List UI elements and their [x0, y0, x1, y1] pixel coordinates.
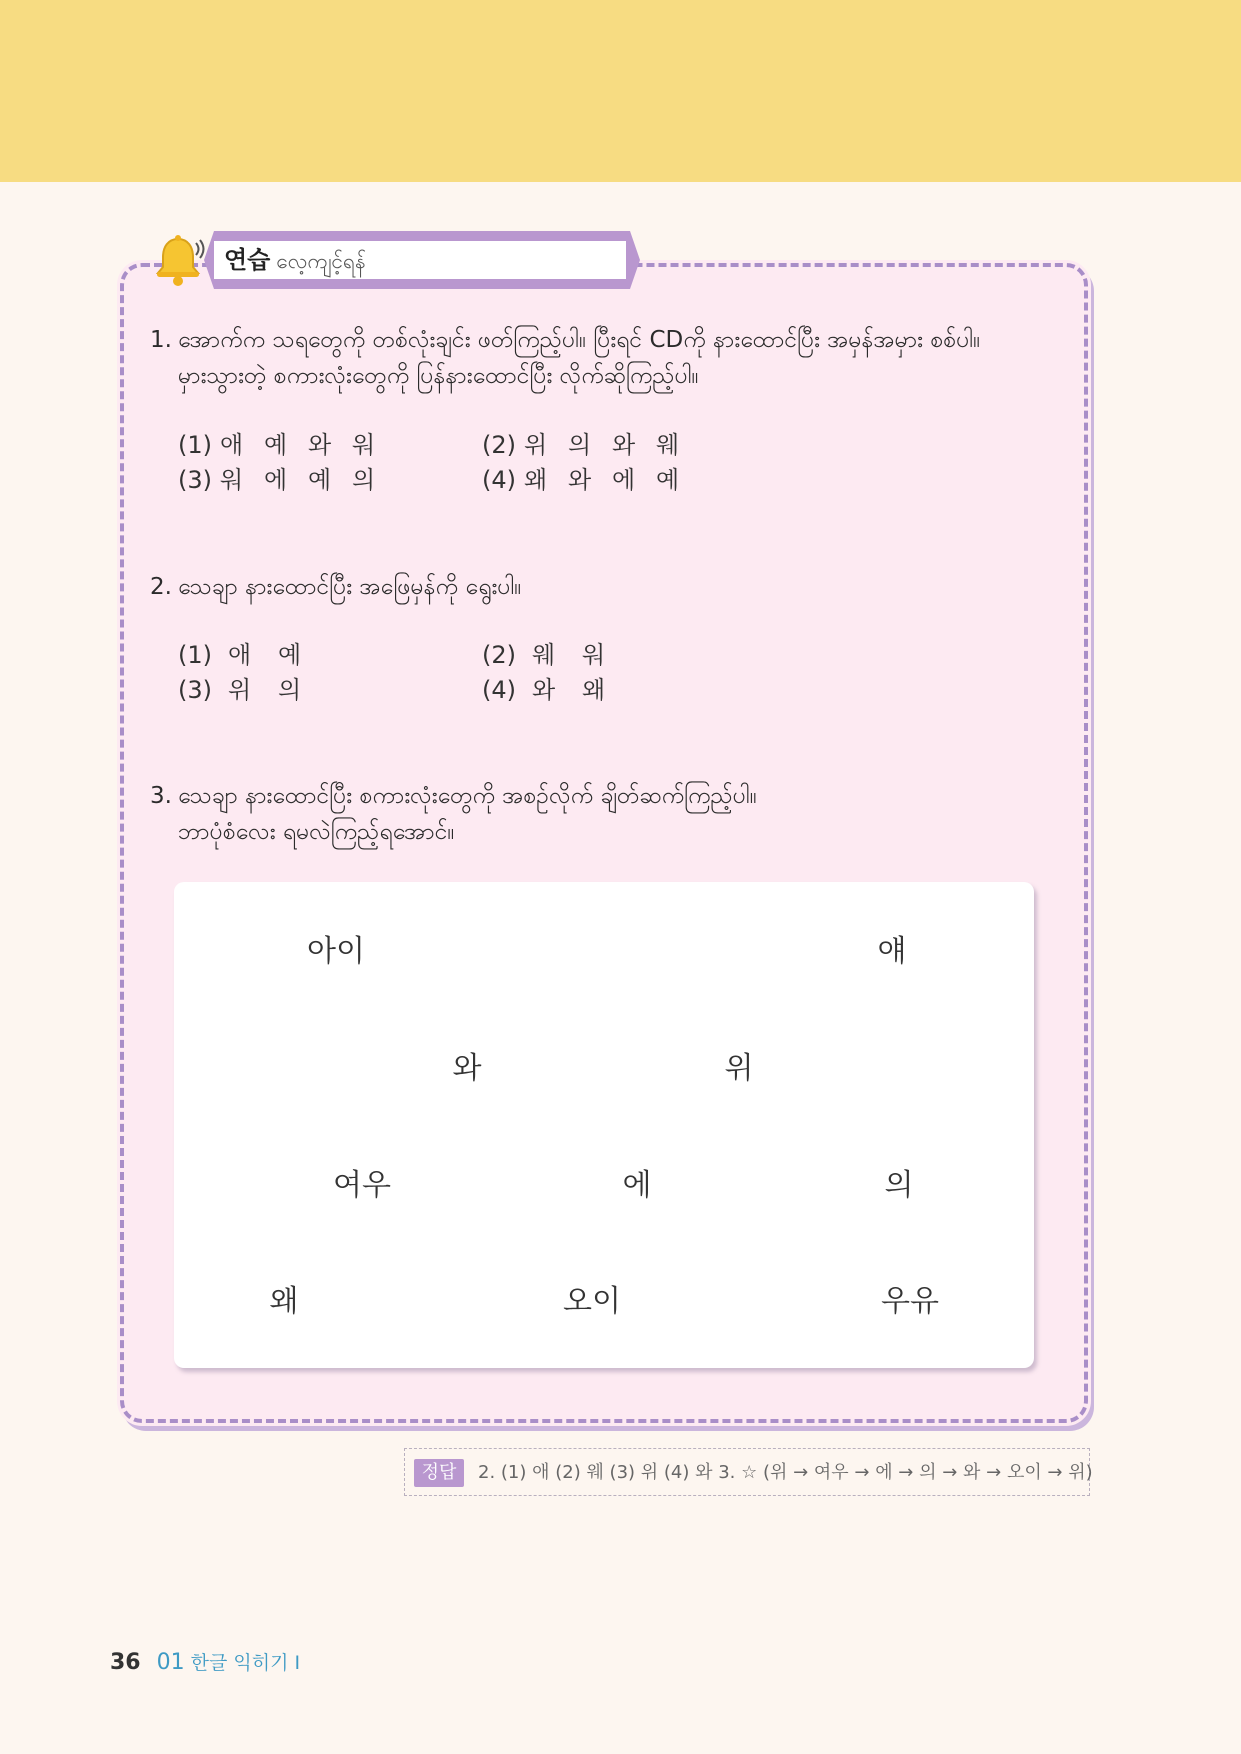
question-2-text: သေချာ နားထောင်ပြီး အဖြေမှန်ကို ရွေးပါ။ — [178, 574, 522, 600]
word-item[interactable]: 와 — [452, 1051, 482, 1086]
question-3-text-line2: ဘာပုံစံလေး ရမလဲကြည့်ရအောင်။ — [178, 819, 455, 845]
word-item[interactable]: 에 — [622, 1168, 652, 1203]
word-item[interactable]: 오이 — [563, 1284, 621, 1319]
word-item[interactable]: 얘 — [877, 934, 907, 969]
question-2-number: 2. — [150, 574, 172, 600]
question-3-number: 3. — [150, 783, 172, 809]
question-1-text-line1: အောက်က သရတွေကို တစ်လုံးချင်း ဖတ်ကြည့်ပါ။ ပြီးရင် CDကို နားထောင်ပြီး အမှန်အမှား စစ်ပါ။ — [178, 327, 981, 353]
q1-option-4: (4) 왜 와 에 예 — [482, 466, 680, 494]
question-1 — [150, 322, 980, 394]
answer-key-text: 2. (1) 애 (2) 웨 (3) 위 (4) 와 3. ☆ (위 → 여우 → 에 → 의 → 와 → 오이 → 위) — [478, 1462, 1093, 1483]
section-title-myanmar: လေ့ကျင့်ရန် — [276, 249, 366, 273]
q1-option-1: (1) 애 예 와 워 — [178, 431, 376, 459]
chapter-title: 한글 익히기 Ⅰ — [190, 1652, 301, 1674]
chapter-number: 01 — [156, 1650, 185, 1675]
q2-option-1: (1) 애 예 — [178, 641, 302, 669]
word-item[interactable]: 왜 — [269, 1284, 299, 1319]
q1-option-2: (2) 위 의 와 웨 — [482, 431, 680, 459]
page-footer — [110, 1648, 300, 1678]
word-item[interactable]: 우유 — [881, 1284, 939, 1319]
q2-option-4: (4) 와 왜 — [482, 676, 606, 704]
bell-icon — [150, 233, 206, 289]
header-band — [0, 0, 1241, 182]
q1-option-3: (3) 워 에 예 의 — [178, 466, 376, 494]
section-title-korean: 연습 — [224, 246, 271, 274]
section-title — [224, 245, 366, 276]
word-item[interactable]: 위 — [724, 1051, 754, 1086]
question-3-text-line1: သေချာ နားထောင်ပြီး စကားလုံးတွေကို အစဉ်လိုက် ချိတ်ဆက်ကြည့်ပါ။ — [178, 783, 757, 809]
question-2 — [150, 569, 521, 605]
word-item[interactable]: 아이 — [307, 934, 365, 969]
answer-key-tag: 정답 — [414, 1459, 464, 1487]
q2-option-2: (2) 웨 워 — [482, 641, 606, 669]
word-item[interactable]: 여우 — [333, 1168, 391, 1203]
question-3 — [150, 778, 757, 850]
q2-option-3: (3) 위 의 — [178, 676, 302, 704]
word-connect-card — [174, 882, 1034, 1368]
question-1-number: 1. — [150, 327, 172, 353]
question-1-text-line2: မှားသွားတဲ့ စကားလုံးတွေကို ပြန်နားထောင်ပြီး လိုက်ဆိုကြည့်ပါ။ — [178, 363, 699, 389]
page-number: 36 — [110, 1650, 141, 1675]
word-item[interactable]: 의 — [884, 1168, 914, 1203]
